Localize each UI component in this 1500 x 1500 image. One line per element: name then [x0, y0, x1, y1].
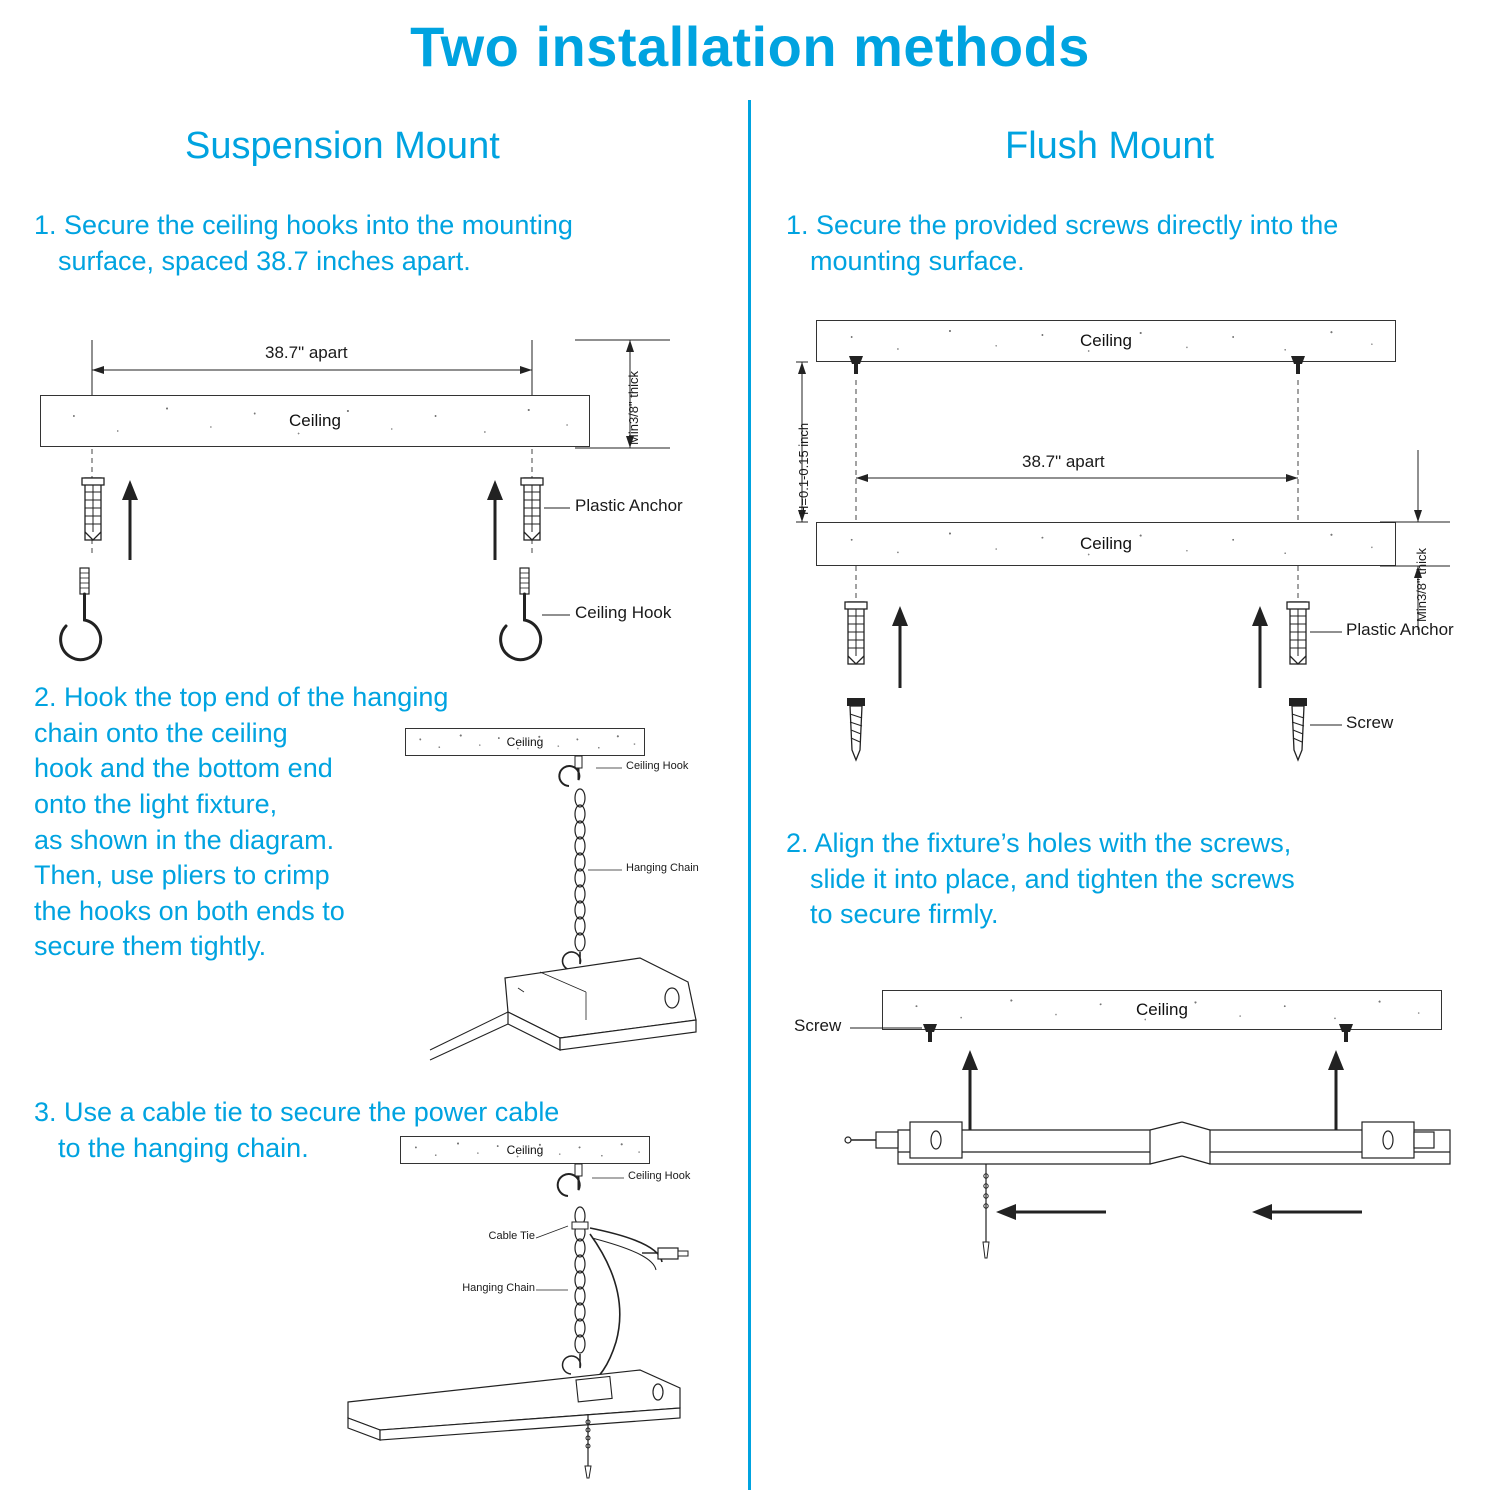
flush-mount-heading: Flush Mount	[1005, 125, 1215, 167]
suspension-step-2-line2: chain onto the ceiling	[34, 717, 288, 748]
suspension-step-2-line4: onto the light fixture,	[34, 788, 278, 819]
suspension-step-2-line3: hook and the bottom end	[34, 753, 333, 784]
plastic-anchor-label: Plastic Anchor	[1346, 620, 1454, 639]
ceiling-label-bottom: Ceiling	[1080, 534, 1132, 553]
ceiling-hook-label: Ceiling Hook	[575, 603, 672, 622]
plastic-anchor-label: Plastic Anchor	[575, 496, 683, 515]
suspension-diagram-3	[340, 1130, 730, 1480]
hanging-chain-label: Hanging Chain	[626, 862, 699, 874]
suspension-step-3-line1: Use a cable tie to secure the power cable	[64, 1097, 560, 1127]
flush-diagram-1	[790, 300, 1480, 770]
ceiling-slab	[40, 395, 590, 447]
suspension-step-2-line1: Hook the top end of the hanging	[64, 682, 449, 712]
ceiling-hook-label: Ceiling Hook	[628, 1170, 691, 1182]
flush-step-2-line1: Align the fixture’s holes with the screws,	[814, 828, 1292, 858]
flush-height-label: H=0.1-0.15 inch	[796, 422, 811, 515]
suspension-step-2-line7: the hooks on both ends to	[34, 895, 345, 926]
column-divider	[748, 100, 751, 1490]
suspension-step-2-line8: secure them tightly.	[34, 931, 267, 962]
flush-diagram-2	[790, 980, 1480, 1420]
suspension-thickness-label: Min3/8" thick	[626, 371, 641, 445]
flush-step-1-line1: Secure the provided screws directly into the	[816, 210, 1339, 240]
ceiling-label: Ceiling	[506, 735, 544, 749]
suspension-step-3-number: 3.	[34, 1097, 57, 1127]
suspension-step-2-line6: Then, use pliers to crimp	[34, 860, 330, 891]
suspension-dimension-label: 38.7" apart	[265, 343, 348, 362]
screw-label: Screw	[1346, 713, 1394, 732]
suspension-step-3-line2: to the hanging chain.	[58, 1132, 309, 1163]
suspension-step-1	[34, 208, 714, 279]
suspension-step-1-line2: surface, spaced 38.7 inches apart.	[58, 245, 471, 276]
suspension-mount-heading: Suspension Mount	[185, 125, 500, 167]
flush-step-2-line3: to secure firmly.	[810, 899, 999, 930]
flush-dimension-label: 38.7" apart	[1022, 452, 1105, 471]
flush-step-1-line2: mounting surface.	[810, 245, 1025, 276]
screw-label: Screw	[794, 1016, 842, 1035]
page-title: Two installation methods	[410, 15, 1090, 78]
ceiling-label: Ceiling	[1136, 1000, 1188, 1019]
flush-step-1	[786, 208, 1476, 279]
suspension-diagram-1	[30, 320, 730, 660]
flush-step-1-number: 1.	[786, 210, 809, 240]
suspension-diagram-2	[400, 720, 730, 1060]
flush-step-2	[786, 826, 1466, 933]
suspension-step-2-line5: as shown in the diagram.	[34, 824, 335, 855]
cable-tie-label: Cable Tie	[488, 1230, 535, 1242]
suspension-step-1-line1: Secure the ceiling hooks into the mounting	[64, 210, 573, 240]
ceiling-label: Ceiling	[506, 1143, 544, 1157]
ceiling-label: Ceiling	[289, 411, 341, 430]
flush-thickness-label: Min3/8" thick	[1414, 548, 1429, 622]
hanging-chain-label: Hanging Chain	[462, 1282, 535, 1294]
flush-step-2-line2: slide it into place, and tighten the screws	[810, 863, 1295, 894]
suspension-step-1-number: 1.	[34, 210, 57, 240]
ceiling-label-top: Ceiling	[1080, 331, 1132, 350]
suspension-step-2-number: 2.	[34, 682, 57, 712]
flush-step-2-number: 2.	[786, 828, 809, 858]
ceiling-hook-label: Ceiling Hook	[626, 760, 689, 772]
